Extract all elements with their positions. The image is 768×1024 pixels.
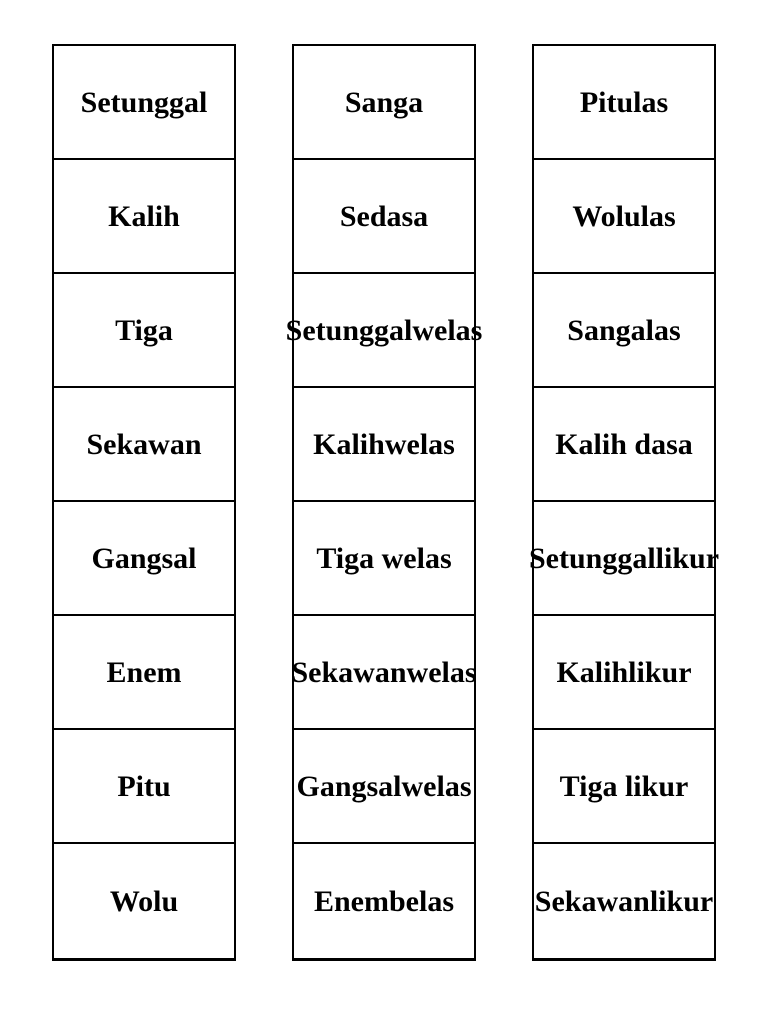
number-card-enem bbox=[54, 616, 234, 730]
card-label-line: Gangsal bbox=[296, 769, 402, 803]
number-card-tiga bbox=[54, 274, 234, 388]
number-card-pitulas bbox=[534, 46, 714, 160]
card-label-line: Kalih bbox=[108, 199, 180, 233]
number-card-pitu bbox=[54, 730, 234, 844]
number-card-tiga-likur bbox=[534, 730, 714, 844]
card-label-line: Wolulas bbox=[572, 199, 676, 233]
card-label-line: likur bbox=[655, 541, 720, 575]
number-card-kalih-welas bbox=[294, 388, 474, 502]
number-card-gangsal bbox=[54, 502, 234, 616]
card-label-line: Sangalas bbox=[567, 313, 681, 347]
number-card-column-2 bbox=[285, 44, 483, 961]
number-card-sekawan-welas bbox=[291, 616, 477, 730]
card-label-line: Setunggal bbox=[80, 85, 208, 119]
number-card-kalih-likur bbox=[534, 616, 714, 730]
number-card-setunggal-likur bbox=[528, 502, 720, 616]
card-label-line: welas bbox=[412, 313, 483, 347]
card-label-line: Pitu bbox=[117, 769, 171, 803]
card-label-line: Tiga bbox=[115, 313, 173, 347]
number-card-sekawan bbox=[54, 388, 234, 502]
number-card-sangalas bbox=[534, 274, 714, 388]
card-label-line: Sanga bbox=[344, 85, 424, 119]
card-label-line: Setunggal bbox=[285, 313, 413, 347]
number-card-column-1 bbox=[52, 44, 236, 961]
card-label-line: welas bbox=[384, 427, 455, 461]
card-label-line: Enem bbox=[313, 884, 389, 918]
number-card-wolu bbox=[54, 844, 234, 958]
number-card-tiga-welas bbox=[294, 502, 474, 616]
card-label-line: belas bbox=[388, 884, 454, 918]
number-card-enem-belas bbox=[294, 844, 474, 958]
number-card-setunggal bbox=[54, 46, 234, 160]
card-label-line: likur bbox=[649, 884, 714, 918]
number-card-sekawan-likur bbox=[534, 844, 714, 958]
card-label-line: Sekawan bbox=[86, 427, 202, 461]
card-label-line: Tiga likur bbox=[559, 769, 689, 803]
number-card-sanga bbox=[294, 46, 474, 160]
number-card-setunggal-welas bbox=[285, 274, 483, 388]
card-label-line: Sekawan bbox=[291, 655, 407, 689]
number-card-kalih-dasa bbox=[534, 388, 714, 502]
card-label-line: Pitulas bbox=[579, 85, 669, 119]
card-label-line: Enem bbox=[106, 655, 182, 689]
number-card-gangsal-welas bbox=[294, 730, 474, 844]
card-label-line: Kalih bbox=[313, 427, 385, 461]
card-label-line: Wolu bbox=[109, 884, 179, 918]
card-label-line: Sekawan bbox=[534, 884, 650, 918]
card-label-line: welas bbox=[406, 655, 477, 689]
card-label-line: Kalih bbox=[556, 655, 629, 689]
card-label-line: Tiga welas bbox=[316, 541, 452, 575]
number-card-column-3 bbox=[528, 44, 720, 961]
card-label-line: Gangsal bbox=[91, 541, 197, 575]
number-card-wolulas bbox=[534, 160, 714, 274]
card-label-line: likur bbox=[628, 655, 692, 689]
number-card-sedasa bbox=[294, 160, 474, 274]
card-label-line: Sedasa bbox=[339, 199, 429, 233]
card-label-line: Setunggal bbox=[528, 541, 656, 575]
card-label-line: welas bbox=[401, 769, 472, 803]
card-label-line: Kalih dasa bbox=[555, 427, 693, 461]
number-card-kalih bbox=[54, 160, 234, 274]
